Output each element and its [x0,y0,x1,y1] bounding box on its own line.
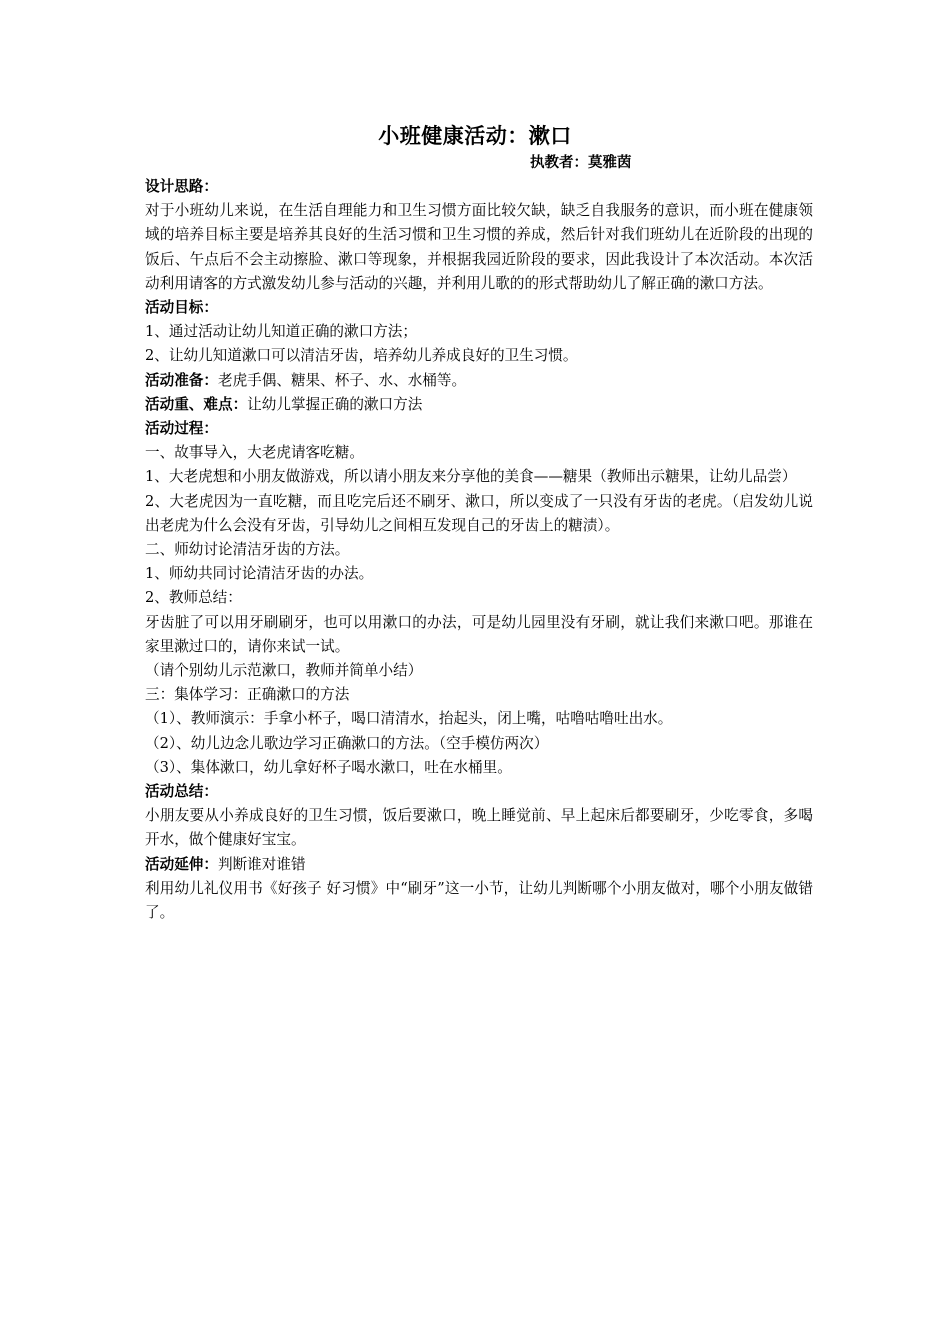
goal-item: 2、让幼儿知道漱口可以清洁牙齿，培养幼儿养成良好的卫生习惯。 [145,347,578,365]
process-step: 牙齿脏了可以用牙刷刷牙，也可以用漱口的办法，可是幼儿园里没有牙刷，就让我们来漱口吧。那谁在家里漱过口的，请你来试一试。 [145,613,813,655]
summary-heading: 活动总结： [145,783,218,801]
prep-heading: 活动准备： [145,371,218,389]
process-step: （2）、幼儿边念儿歌边学习正确漱口的方法。（空手模仿两次） [145,734,549,752]
process-step: 2、教师总结： [145,589,242,607]
document-title: 小班健康活动：漱口 [378,124,572,148]
process-step: 二、师幼讨论清洁牙齿的方法。 [145,541,350,559]
process-step: （1）、教师演示：手拿小杯子，喝口清清水，抬起头，闭上嘴，咕噜咕噜吐出水。 [145,710,673,728]
key-text: 让幼儿掌握正确的漱口方法 [247,395,423,413]
prep-text: 老虎手偶、糖果、杯子、水、水桶等。 [217,371,467,389]
process-step: 2、大老虎因为一直吃糖，而且吃完后还不刷牙、漱口，所以变成了一只没有牙齿的老虎。（启发幼儿说出老虎为什么会没有牙齿，引导幼儿之间相互发现自己的牙齿上的糖渍）。 [145,492,813,534]
process-step: 1、师幼共同讨论清洁牙齿的办法。 [145,565,374,583]
design-heading: 设计思路： [145,178,218,195]
process-heading: 活动过程： [145,420,218,438]
process-step: 三：集体学习：正确漱口的方法 [145,686,350,704]
goals-heading: 活动目标： [145,299,218,317]
process-step: （3）、集体漱口，幼儿拿好杯子喝水漱口，吐在水桶里。 [145,758,512,776]
extension-line [145,853,813,877]
design-paragraph: 对于小班幼儿来说，在生活自理能力和卫生习惯方面比较欠缺，缺乏自我服务的意识，而小班在健康领域的培养目标主要是培养其良好的生活习惯和卫生习惯的养成，然后针对我们班幼儿在近阶段的出现的饭后、午点后不会主动擦脸、漱口等现象，并根据我园近阶段的要求，因此我设计了本次活动。本次活动利用请客的方式激发幼儿参与活动的兴趣，并利用儿歌的的形式帮助幼儿了解正确的漱口方法。 [145,202,813,292]
document-body [145,175,813,925]
extension-paragraph: 利用幼儿礼仪用书《好孩子 好习惯》中“刷牙”这一小节，让幼儿判断哪个小朋友做对，哪个小朋友做错了。 [145,879,813,922]
process-step: 1、大老虎想和小朋友做游戏，所以请小朋友来分享他的美食——糖果（教师出示糖果，让幼儿品尝） [145,468,797,486]
extension-heading: 活动延伸： [145,855,218,873]
summary-paragraph: 小朋友要从小养成良好的卫生习惯，饭后要漱口，晚上睡觉前、早上起床后都要刷牙，少吃零食，多喝开水，做个健康好宝宝。 [145,807,813,849]
author-line: 执教者：莫雅茵 [530,155,632,171]
key-heading: 活动重、难点： [145,395,248,413]
process-step: （请个别幼儿示范漱口，教师并简单小结） [145,662,423,680]
goal-item: 1、通过活动让幼儿知道正确的漱口方法； [145,323,417,341]
key-line [145,393,813,417]
process-step: 一、故事导入，大老虎请客吃糖。 [145,444,364,462]
prep-line [145,369,813,393]
extension-label: 判断谁对谁错 [217,855,306,873]
